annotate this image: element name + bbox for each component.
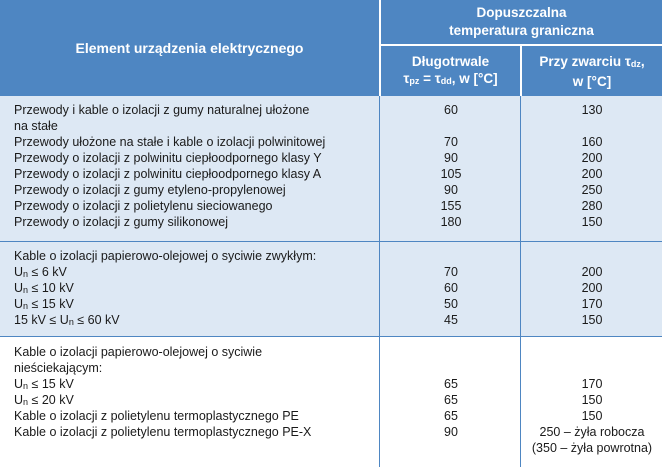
header-longterm-line2: τpz = τdd, w [°C] [403,70,498,86]
header-temperature-group [381,0,662,45]
table-row [0,280,662,296]
header-element-column [0,0,380,96]
row-label: Kable o izolacji papierowo-olejowej o syciwie [14,345,263,359]
table-row [0,408,662,424]
row-label: Un ≤ 15 kV [14,377,74,391]
shortcircuit-value: 280 [581,199,603,213]
row-label: Un ≤ 15 kV [14,297,74,311]
shortcircuit-value: 200 [581,265,603,279]
shortcircuit-value: 200 [581,281,603,295]
header-shortcircuit-line1: Przy zwarciu τdz, [539,53,645,69]
header-shortcircuit-column [522,46,662,96]
longterm-value: 90 [444,425,458,439]
table-row [0,248,662,264]
table-row [0,214,662,230]
longterm-value: 60 [444,103,458,117]
longterm-value: 90 [444,151,458,165]
shortcircuit-value: 150 [581,393,603,407]
row-label: Kable o izolacji z polietylenu termoplastycznego PE [14,409,299,423]
shortcircuit-value: 160 [581,135,603,149]
table-row [0,198,662,214]
shortcircuit-value: 170 [581,377,603,391]
longterm-value: 65 [444,409,458,423]
table-row [0,360,662,376]
row-label: Un ≤ 20 kV [14,393,74,407]
longterm-value: 180 [440,215,462,229]
row-label: Un ≤ 10 kV [14,281,74,295]
table-row [0,134,662,150]
row-label: 15 kV ≤ Un ≤ 60 kV [14,313,120,327]
longterm-value: 65 [444,377,458,391]
longterm-value: 155 [440,199,462,213]
shortcircuit-value: (350 – żyła powrotna) [531,441,653,455]
longterm-value: 70 [444,135,458,149]
longterm-value: 70 [444,265,458,279]
table-row [0,392,662,408]
table-row [0,376,662,392]
row-label: Przewody o izolacji z polwinitu ciepłoodpornego klasy Y [14,151,322,165]
header-temperature-line1: Dopuszczalna [476,5,567,20]
shortcircuit-value: 250 [581,183,603,197]
row-label: Un ≤ 6 kV [14,265,67,279]
longterm-value: 60 [444,281,458,295]
row-label: Przewody o izolacji z polwinitu ciepłoodpornego klasy A [14,167,322,181]
row-label: na stałe [14,119,58,133]
table-row [0,424,662,440]
longterm-value: 50 [444,297,458,311]
header-temperature-line2: temperatura graniczna [449,23,594,38]
shortcircuit-value: 200 [581,151,603,165]
header-longterm-column [381,46,521,96]
row-label: Przewody ułożone na stałe i kable o izolacji polwinitowej [14,135,326,149]
table-row [0,440,662,456]
row-label: Kable o izolacji papierowo-olejowej o syciwie zwykłym: [14,249,317,263]
table-row [0,166,662,182]
row-label: Przewody o izolacji z gumy etyleno-propylenowej [14,183,286,197]
table-row [0,102,662,118]
table-row [0,150,662,166]
longterm-value: 45 [444,313,458,327]
section-divider [0,241,662,242]
table-row [0,312,662,328]
table-row [0,264,662,280]
shortcircuit-value: 150 [581,215,603,229]
longterm-value: 105 [440,167,462,181]
shortcircuit-value: 170 [581,297,603,311]
longterm-value: 65 [444,393,458,407]
row-label: nieściekającym: [14,361,103,375]
shortcircuit-value: 200 [581,167,603,181]
table-row [0,344,662,360]
row-label: Kable o izolacji z polietylenu termoplastycznego PE-X [14,425,312,439]
header-shortcircuit-line2: w [°C] [572,73,612,89]
table-row [0,118,662,134]
longterm-value: 90 [444,183,458,197]
header-longterm-line1: Długotrwale [411,53,490,69]
table-row [0,296,662,312]
shortcircuit-value: 150 [581,409,603,423]
row-label: Przewody i kable o izolacji z gumy naturalnej ułożone [14,103,310,117]
row-label: Przewody o izolacji z polietylenu sieciowanego [14,199,273,213]
shortcircuit-value: 130 [581,103,603,117]
shortcircuit-value: 250 – żyła robocza [539,425,645,439]
shortcircuit-value: 150 [581,313,603,327]
table-row [0,182,662,198]
row-label: Przewody o izolacji z gumy silikonowej [14,215,228,229]
section-divider [0,336,662,337]
header-element-label: Element urządzenia elektrycznego [75,40,304,56]
